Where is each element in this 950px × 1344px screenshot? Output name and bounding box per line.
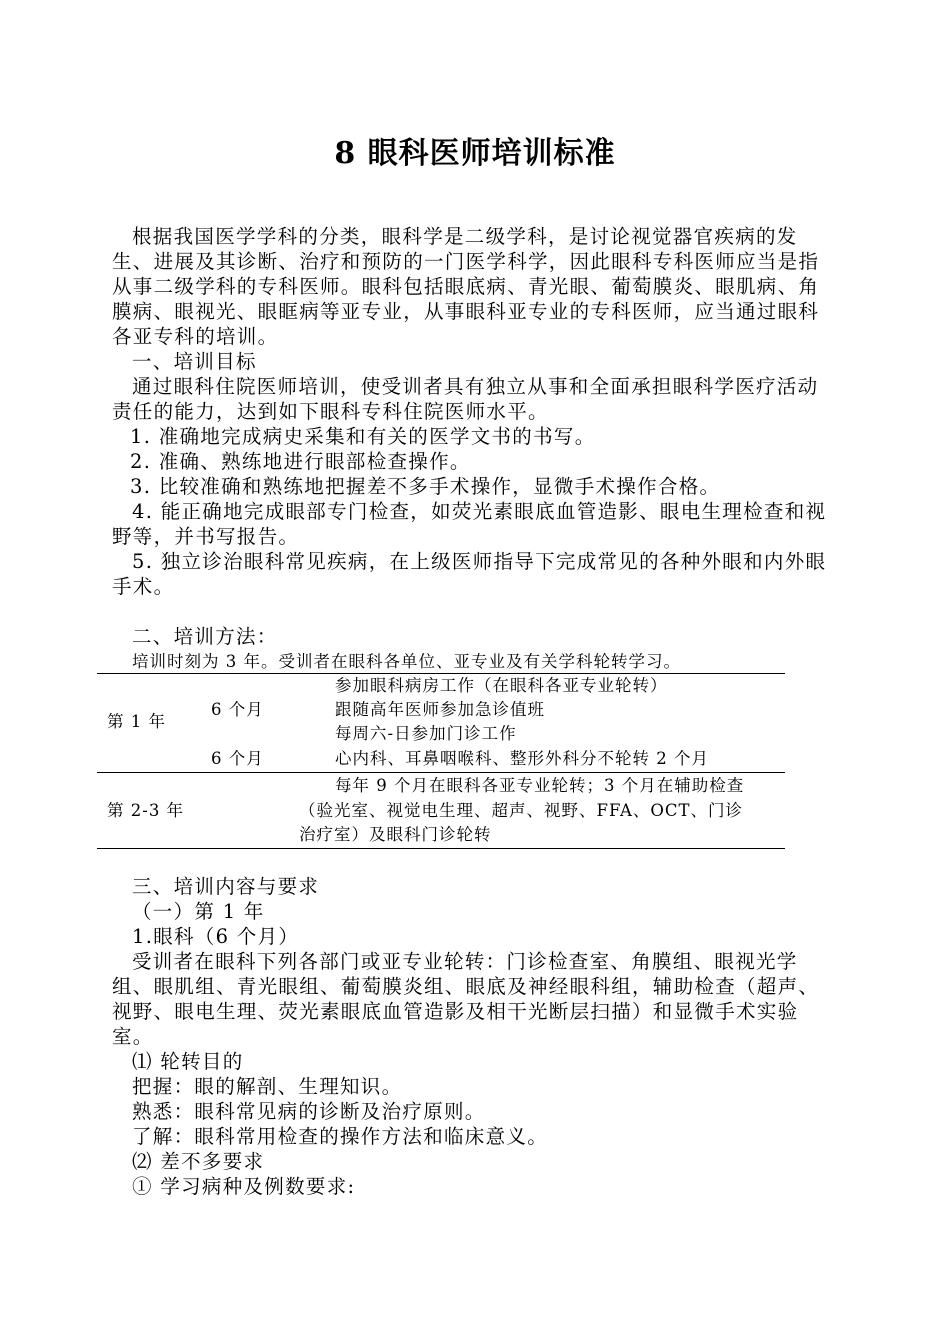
rotation-paragraph: 受训者在眼科下列各部门或亚专业轮转：门诊检查室、角膜组、眼视光学组、眼肌组、青光眼组、葡萄膜炎组、眼底及神经眼科组，辅助检查（超声、视野、眼电生理、荧光素眼底血管造影及相干光断层扫描）和显微手术实验室。 [112, 950, 820, 1048]
year1-label: 第 1 年 [107, 712, 166, 731]
section1-intro: 通过眼科住院医师培训，使受训者具有独立从事和全面承担眼科学医疗活动责任的能力，达到如下眼科专科住院医师水平。 [112, 375, 819, 423]
year1-a-line-2: 跟随高年医师参加急诊值班 [335, 700, 545, 719]
document-title: 8 眼科医师培训标准 [334, 136, 616, 171]
year23-line-2: （验光室、视觉电生理、超声、视野、FFA、OCT、门诊 [299, 801, 744, 820]
table-bottom-rule [97, 848, 785, 849]
section2-heading: 二、培训方法： [132, 625, 278, 648]
section3-sub1-1: 1.眼科（6 个月） [132, 925, 300, 948]
year1-a-line-3: 每周六-日参加门诊工作 [335, 724, 517, 743]
training-schedule-table [97, 673, 785, 849]
section3-sub1: （一）第 1 年 [132, 900, 265, 923]
section2-note: 培训时刻为 3 年。受训者在眼科各单位、亚专业及有关学科轮转学习。 [132, 652, 681, 671]
section3-heading: 三、培训内容与要求 [132, 875, 320, 898]
year1-duration-a: 6 个月 [211, 700, 264, 719]
purpose-heading: ⑴ 轮转目的 [132, 1050, 244, 1073]
purpose-item-1: 把握：眼的解剖、生理知识。 [132, 1075, 403, 1098]
goal-item-2: 2. 准确、熟练地进行眼部检查操作。 [130, 450, 471, 473]
goal-item-5: 5. 独立诊治眼科常见疾病，在上级医师指导下完成常见的各种外眼和内外眼手术。 [112, 550, 827, 598]
purpose-item-3: 了解：眼科常用检查的操作方法和临床意义。 [132, 1125, 549, 1148]
intro-paragraph: 根据我国医学学科的分类，眼科学是二级学科，是讨论视觉器官疾病的发生、进展及其诊断、治疗和预防的一门医学科学，因此眼科专科医师应当是指从事二级学科的专科医师。眼科包括眼底病、青光眼、葡萄膜炎、眼肌病、角膜病、眼视光、眼眶病等亚专业，从事眼科亚专业的专科医师，应当通过眼科各亚专科的培训。 [112, 225, 820, 348]
requirements-heading: ⑵ 差不多要求 [132, 1150, 265, 1173]
purpose-item-2: 熟悉：眼科常见病的诊断及治疗原则。 [132, 1100, 486, 1123]
year1-b-line: 心内科、耳鼻咽喉科、整形外科分不轮转 2 个月 [335, 749, 709, 768]
year23-label: 第 2-3 年 [107, 801, 185, 820]
requirements-subheading: ① 学习病种及例数要求: [132, 1175, 356, 1198]
year1-a-line-1: 参加眼科病房工作（在眼科各亚专业轮转） [335, 676, 668, 695]
year23-line-3: 治疗室）及眼科门诊轮转 [299, 825, 492, 844]
section1-heading: 一、培训目标 [132, 350, 257, 373]
goal-item-1: 1. 准确地完成病史采集和有关的医学文书的书写。 [130, 425, 596, 448]
goal-item-4: 4. 能正确地完成眼部专门检查，如荧光素眼底血管造影、眼电生理检查和视野等，并书写报告。 [112, 500, 827, 548]
table-mid-rule [97, 772, 785, 773]
year1-duration-b: 6 个月 [211, 749, 264, 768]
year23-line-1: 每年 9 个月在眼科各亚专业轮转；3 个月在辅助检查 [335, 776, 745, 795]
goal-item-3: 3. 比较准确和熟练地把握差不多手术操作，显微手术操作合格。 [130, 475, 721, 498]
